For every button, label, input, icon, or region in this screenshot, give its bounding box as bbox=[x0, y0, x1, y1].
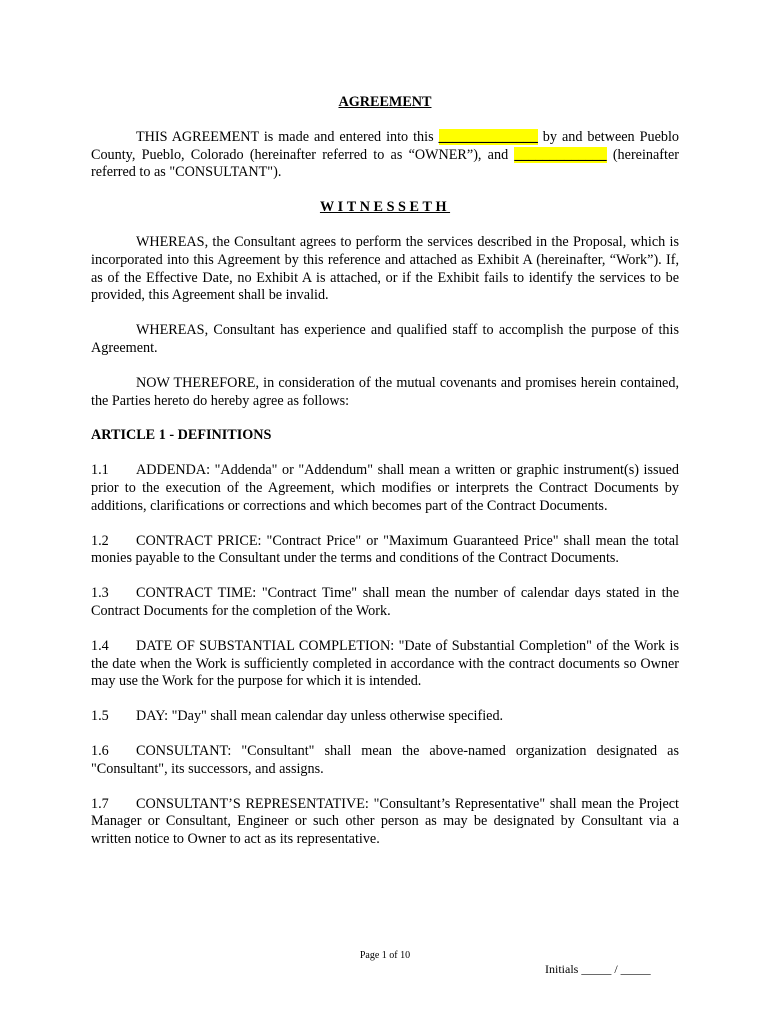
definition-number: 1.5 bbox=[91, 708, 109, 725]
definition-number: 1.3 bbox=[91, 585, 109, 602]
definition-text: CONTRACT PRICE: "Contract Price" or "Maximum Guaranteed Price" shall mean the total monies payable to the Consultant under the terms and conditions of the Contract Documents. bbox=[91, 532, 679, 567]
now-therefore-paragraph: NOW THEREFORE, in consideration of the mutual covenants and promises herein contained, the Parties hereto do hereby agree as follows: bbox=[91, 374, 679, 409]
witnesseth-heading: WITNESSETH bbox=[319, 199, 451, 216]
definition-number: 1.7 bbox=[91, 795, 109, 812]
definition-1-1 bbox=[91, 462, 679, 515]
intro-paragraph bbox=[91, 129, 679, 182]
definition-1-7 bbox=[91, 796, 679, 849]
definition-number: 1.4 bbox=[91, 637, 109, 654]
definition-text: ADDENDA: "Addenda" or "Addendum" shall mean a written or graphic instrument(s) issued prior to the execution of the Agreement, which modifies or interprets the Contract Documents by additions, clarifications or corrections and which becomes part of the Contract Documents. bbox=[91, 462, 679, 514]
consultant-blank-field[interactable]: _____________ bbox=[514, 146, 607, 163]
definition-number: 1.6 bbox=[91, 742, 109, 759]
date-blank-field[interactable]: ______________ bbox=[438, 128, 538, 145]
definition-text: DAY: "Day" shall mean calendar day unless otherwise specified. bbox=[136, 708, 504, 725]
document-title: AGREEMENT bbox=[338, 94, 432, 110]
whereas-paragraph-2: WHEREAS, Consultant has experience and qualified staff to accomplish the purpose of this Agreement. bbox=[91, 322, 679, 356]
intro-text-2: by and between Pueblo County, Pueblo, Colorado (hereinafter referred to as “OWNER”), and bbox=[91, 128, 679, 163]
definition-text: CONTRACT TIME: "Contract Time" shall mean the number of calendar days stated in the Contract Documents for the completion of the Work. bbox=[91, 585, 679, 619]
definition-number: 1.2 bbox=[91, 532, 109, 549]
definition-text: CONSULTANT’S REPRESENTATIVE: "Consultant’s Representative" shall mean the Project Manager or Consultant, Engineer or such other person as may be designated by Consultant via a written notice to Owner to act as its representative. bbox=[91, 795, 679, 848]
page-number: Page 1 of 10 bbox=[359, 950, 411, 961]
intro-text-1: THIS AGREEMENT is made and entered into this bbox=[136, 128, 439, 145]
definition-text: DATE OF SUBSTANTIAL COMPLETION: "Date of Substantial Completion" of the Work is the date when the Work is sufficiently completed in accordance with the contract documents so Owner may use the Work for the purpose for which it is intended. bbox=[91, 637, 679, 690]
definition-1-6 bbox=[91, 743, 679, 779]
intro-text-3: (hereinafter referred to as "CONSULTANT"). bbox=[91, 146, 679, 181]
definition-text: CONSULTANT: "Consultant" shall mean the above-named organization designated as "Consultant", its successors, and assigns. bbox=[91, 742, 679, 777]
definition-1-2 bbox=[91, 533, 679, 569]
definition-1-3 bbox=[91, 585, 679, 621]
definition-1-4 bbox=[91, 638, 679, 691]
article-1-heading: ARTICLE 1 - DEFINITIONS bbox=[91, 427, 272, 444]
definition-1-5 bbox=[91, 708, 679, 726]
document-body bbox=[91, 94, 679, 866]
whereas-paragraph-1: WHEREAS, the Consultant agrees to perform the services described in the Proposal, which is incorporated into this Agreement by this reference and attached as Exhibit A (hereinafter, “Work”). If, as of the Effective Date, no Exhibit A is attached, or if the Exhibit fails to identify the services to be provided, this Agreement shall be invalid. bbox=[91, 233, 679, 304]
initials-field[interactable]: Initials _____ / _____ bbox=[545, 962, 651, 976]
definition-number: 1.1 bbox=[91, 462, 109, 479]
